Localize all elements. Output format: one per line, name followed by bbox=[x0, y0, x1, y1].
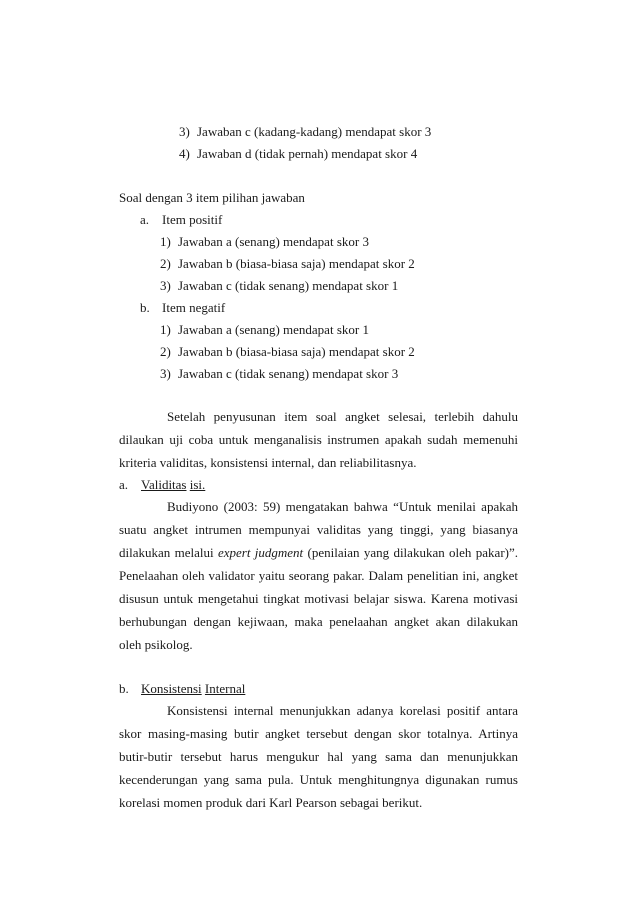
list-item: 1) Jawaban a (senang) mendapat skor 3 bbox=[160, 234, 369, 249]
list-item: 2) Jawaban b (biasa-biasa saja) mendapat skor 2 bbox=[160, 256, 415, 271]
paragraph-line: Penelaahan oleh validator yaitu seorang pakar. Dalam penelitian ini, angket bbox=[119, 568, 518, 583]
paragraph-line: oleh psikolog. bbox=[119, 637, 193, 652]
paragraph-line: dilaukan uji coba untuk menganalisis instrumen apakah sudah memenuhi bbox=[119, 432, 518, 447]
list-item: 2) Jawaban b (biasa-biasa saja) mendapat skor 2 bbox=[160, 344, 415, 359]
subsection-heading: a. Item positif bbox=[140, 212, 223, 227]
section-heading-validitas: a. Validitas isi. bbox=[119, 477, 206, 492]
paragraph-line: berhubungan dengan kejiwaan, maka penelaahan angket akan dilakukan bbox=[119, 614, 518, 629]
section-heading-konsistensi: b. Konsistensi Internal bbox=[119, 681, 246, 696]
subsection-heading: b. Item negatif bbox=[140, 300, 226, 315]
paragraph-line: Konsistensi internal menunjukkan adanya korelasi positif antara bbox=[167, 703, 518, 718]
paragraph-line: dilakukan melalui expert judgment (penilaian yang dilakukan oleh pakar)”. bbox=[119, 545, 518, 560]
section-heading: Soal dengan 3 item pilihan jawaban bbox=[119, 190, 305, 205]
list-item: 3) Jawaban c (tidak senang) mendapat skor 3 bbox=[160, 366, 399, 381]
list-item: 3) Jawaban c (tidak senang) mendapat skor 1 bbox=[160, 278, 399, 293]
list-item: 1) Jawaban a (senang) mendapat skor 1 bbox=[160, 322, 369, 337]
list-item: 3) Jawaban c (kadang-kadang) mendapat skor 3 bbox=[179, 124, 432, 139]
paragraph-line: butir-butir tersebut harus mengukur hal yang sama dan menunjukkan bbox=[119, 749, 518, 764]
paragraph-line: korelasi momen produk dari Karl Pearson sebagai berikut. bbox=[119, 795, 423, 810]
paragraph-line: Setelah penyusunan item soal angket selesai, terlebih dahulu bbox=[167, 409, 518, 424]
paragraph-line: disusun untuk mengetahui tingkat motivasi belajar siswa. Karena motivasi bbox=[119, 591, 518, 606]
paragraph-line: suatu angket intrumen mempunyai validitas yang tinggi, yang biasanya bbox=[119, 522, 518, 537]
paragraph-line: Budiyono (2003: 59) mengatakan bahwa “Untuk menilai apakah bbox=[167, 499, 518, 514]
paragraph-line: kriteria validitas, konsistensi internal, dan reliabilitasnya. bbox=[119, 455, 417, 470]
paragraph-line: kecenderungan yang sama pula. Untuk menghitungnya digunakan rumus bbox=[119, 772, 518, 787]
paragraph-line: skor masing-masing butir angket tersebut dengan skor totalnya. Artinya bbox=[119, 726, 518, 741]
list-item: 4) Jawaban d (tidak pernah) mendapat skor 4 bbox=[179, 146, 418, 161]
